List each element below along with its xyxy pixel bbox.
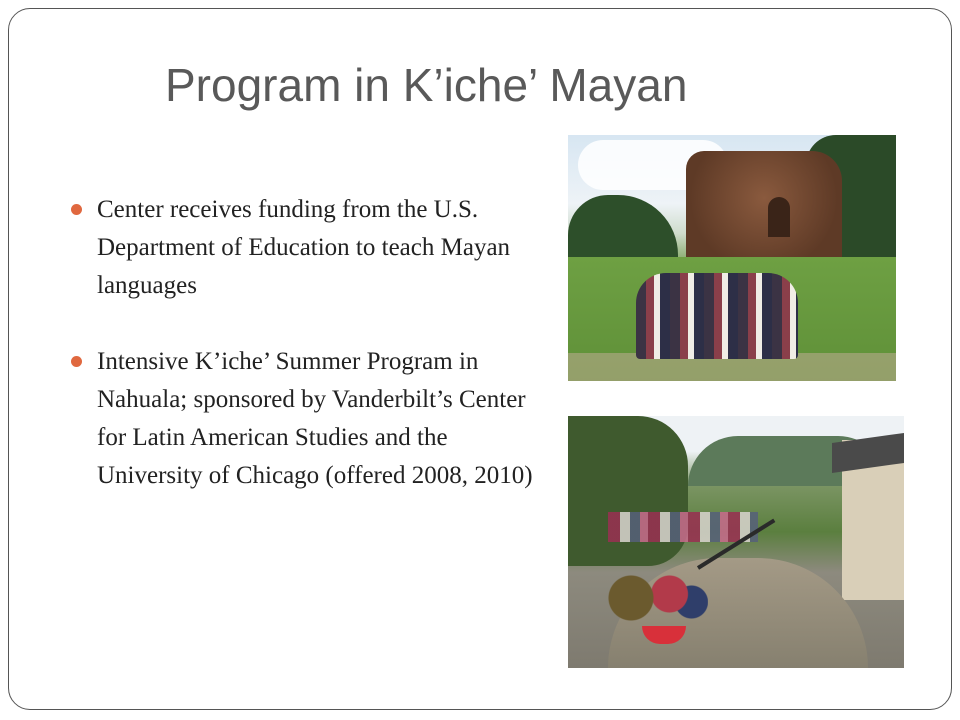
tree	[568, 416, 688, 566]
village-lane-photo	[568, 416, 904, 668]
laundry-line	[608, 512, 758, 542]
group-of-people	[636, 273, 798, 359]
bullet-dot-icon	[71, 204, 82, 215]
bullet-text: Center receives funding from the U.S. Department of Education to teach Mayan languages	[97, 196, 511, 299]
stone-ruin	[686, 151, 842, 269]
bullet-dot-icon	[71, 356, 82, 367]
bullet-item	[71, 343, 551, 495]
group-photo-at-ruin	[568, 135, 896, 381]
bullet-text: Intensive K’iche’ Summer Program in Nahuala; sponsored by Vanderbilt’s Center for Latin American Studies and the University of Chicago (offered 2008, 2010)	[97, 348, 533, 489]
slide-title: Program in K’iche’ Mayan	[165, 59, 688, 111]
bullet-item	[71, 191, 551, 305]
ruin-doorway	[768, 197, 790, 237]
bullet-list	[71, 191, 551, 533]
